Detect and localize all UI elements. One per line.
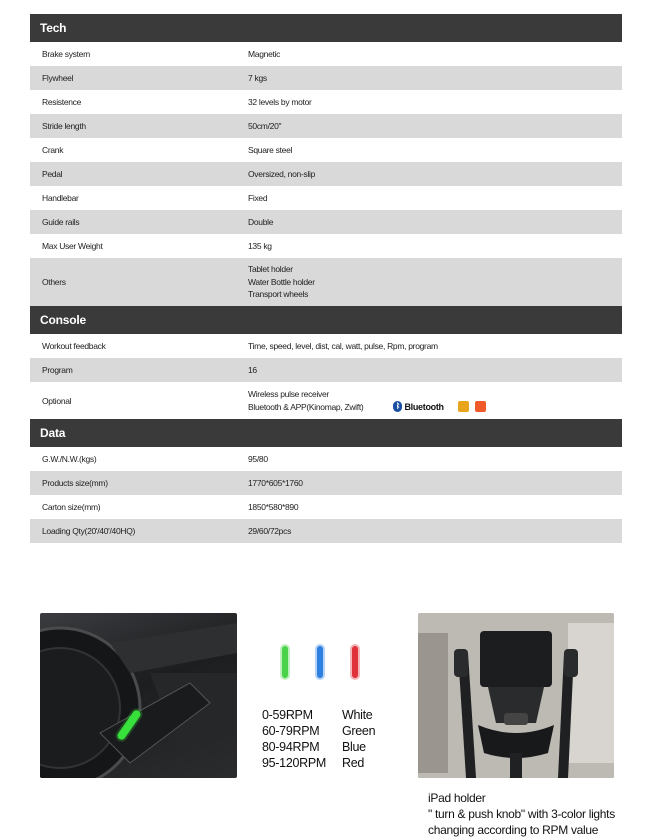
- rpm-light-legend: [266, 632, 374, 694]
- spec-label: Program: [42, 365, 73, 375]
- spec-row: [30, 519, 622, 543]
- console-illustration: [418, 613, 614, 778]
- rpm-lights-illustration: [266, 632, 374, 694]
- spec-value: 95/80: [248, 454, 268, 464]
- caption-line: iPad holder: [428, 791, 486, 805]
- rpm-row: [262, 707, 375, 723]
- spec-row: [30, 471, 622, 495]
- spec-row: [30, 114, 622, 138]
- spec-value: Magnetic: [248, 49, 281, 59]
- rpm-row: [262, 739, 375, 755]
- spec-row: [30, 258, 622, 306]
- rpm-color: Green: [342, 724, 376, 738]
- spec-label: Resistence: [42, 97, 82, 107]
- bluetooth-wordmark: Bluetooth: [404, 401, 444, 412]
- spec-value: 29/60/72pcs: [248, 526, 292, 536]
- bluetooth-logo: [393, 401, 443, 414]
- spec-row: [30, 138, 622, 162]
- caption-line: changing according to RPM value: [428, 823, 599, 837]
- spec-row: [30, 162, 622, 186]
- spec-label: Optional: [42, 395, 72, 406]
- spec-row: [30, 186, 622, 210]
- spec-label: Loading Qty(20'/40'/40HQ): [42, 526, 136, 536]
- rpm-range: 60-79RPM: [262, 724, 320, 738]
- spec-row: [30, 210, 622, 234]
- rpm-color-table: [262, 707, 375, 771]
- spec-value: 135 kg: [248, 241, 272, 251]
- spec-sheet: [30, 14, 622, 543]
- spec-label: Crank: [42, 145, 64, 155]
- rpm-row: [262, 723, 375, 739]
- rpm-range: 0-59RPM: [262, 708, 313, 722]
- flywheel-illustration: [40, 613, 237, 778]
- spec-label: Carton size(mm): [42, 502, 101, 512]
- spec-label: Brake system: [42, 49, 90, 59]
- spec-row: [30, 382, 622, 419]
- spec-label: Others: [42, 277, 66, 287]
- rpm-range: 95-120RPM: [262, 756, 326, 770]
- product-photo-flywheel: [40, 613, 237, 778]
- spec-row: [30, 42, 622, 66]
- spec-value: 1770*605*1760: [248, 478, 303, 488]
- console-caption: [428, 790, 664, 838]
- section-header-data: Data: [30, 419, 622, 447]
- spec-value: 50cm/20": [248, 121, 282, 131]
- section-header-console: Console: [30, 306, 622, 334]
- spec-value: Double: [248, 217, 274, 227]
- spec-value: Fixed: [248, 193, 268, 203]
- spec-value: Square steel: [248, 145, 293, 155]
- spec-label: Stride length: [42, 121, 86, 131]
- spec-value-list: [248, 382, 622, 419]
- spec-label: Products size(mm): [42, 478, 108, 488]
- spec-row: [30, 234, 622, 258]
- spec-label: Workout feedback: [42, 341, 106, 351]
- rpm-color: Red: [342, 756, 365, 770]
- spec-value-list: [248, 258, 622, 306]
- bluetooth-icon: ᛒ: [393, 401, 402, 412]
- spec-value-item: Transport wheels: [248, 289, 309, 300]
- caption-line: " turn & push knob" with 3-color lights: [428, 807, 615, 821]
- spec-row: [30, 495, 622, 519]
- spec-label: Pedal: [42, 169, 63, 179]
- spec-value-item: Water Bottle holder: [248, 276, 315, 287]
- rpm-color: Blue: [342, 740, 366, 754]
- spec-value: 16: [248, 365, 257, 375]
- spec-value: Time, speed, level, dist, cal, watt, pulse, Rpm, program: [248, 341, 438, 351]
- rpm-color: White: [342, 708, 373, 722]
- zwift-icon: [475, 401, 486, 412]
- rpm-range: 80-94RPM: [262, 740, 320, 754]
- spec-value-item: Tablet holder: [248, 264, 293, 275]
- product-photo-console: [418, 613, 614, 778]
- spec-row: [30, 334, 622, 358]
- spec-value: Oversized, non-slip: [248, 169, 316, 179]
- spec-row: [30, 90, 622, 114]
- rpm-row: [262, 755, 375, 771]
- spec-value: 7 kgs: [248, 73, 267, 83]
- spec-value-item: [248, 401, 486, 414]
- spec-label: G.W./N.W.(kgs): [42, 454, 97, 464]
- spec-row: [30, 447, 622, 471]
- kinomap-icon: [458, 401, 469, 412]
- spec-value: 32 levels by motor: [248, 97, 312, 107]
- spec-label: Max User Weight: [42, 241, 103, 251]
- spec-value: 1850*580*890: [248, 502, 299, 512]
- section-header-tech: Tech: [30, 14, 622, 42]
- spec-label: Flywheel: [42, 73, 74, 83]
- spec-value-text: Bluetooth & APP(Kinomap, Zwift): [248, 401, 364, 412]
- spec-row: [30, 358, 622, 382]
- spec-label: Handlebar: [42, 193, 79, 203]
- spec-label: Guide rails: [42, 217, 80, 227]
- spec-value-item: Wireless pulse receiver: [248, 389, 329, 399]
- spec-row: [30, 66, 622, 90]
